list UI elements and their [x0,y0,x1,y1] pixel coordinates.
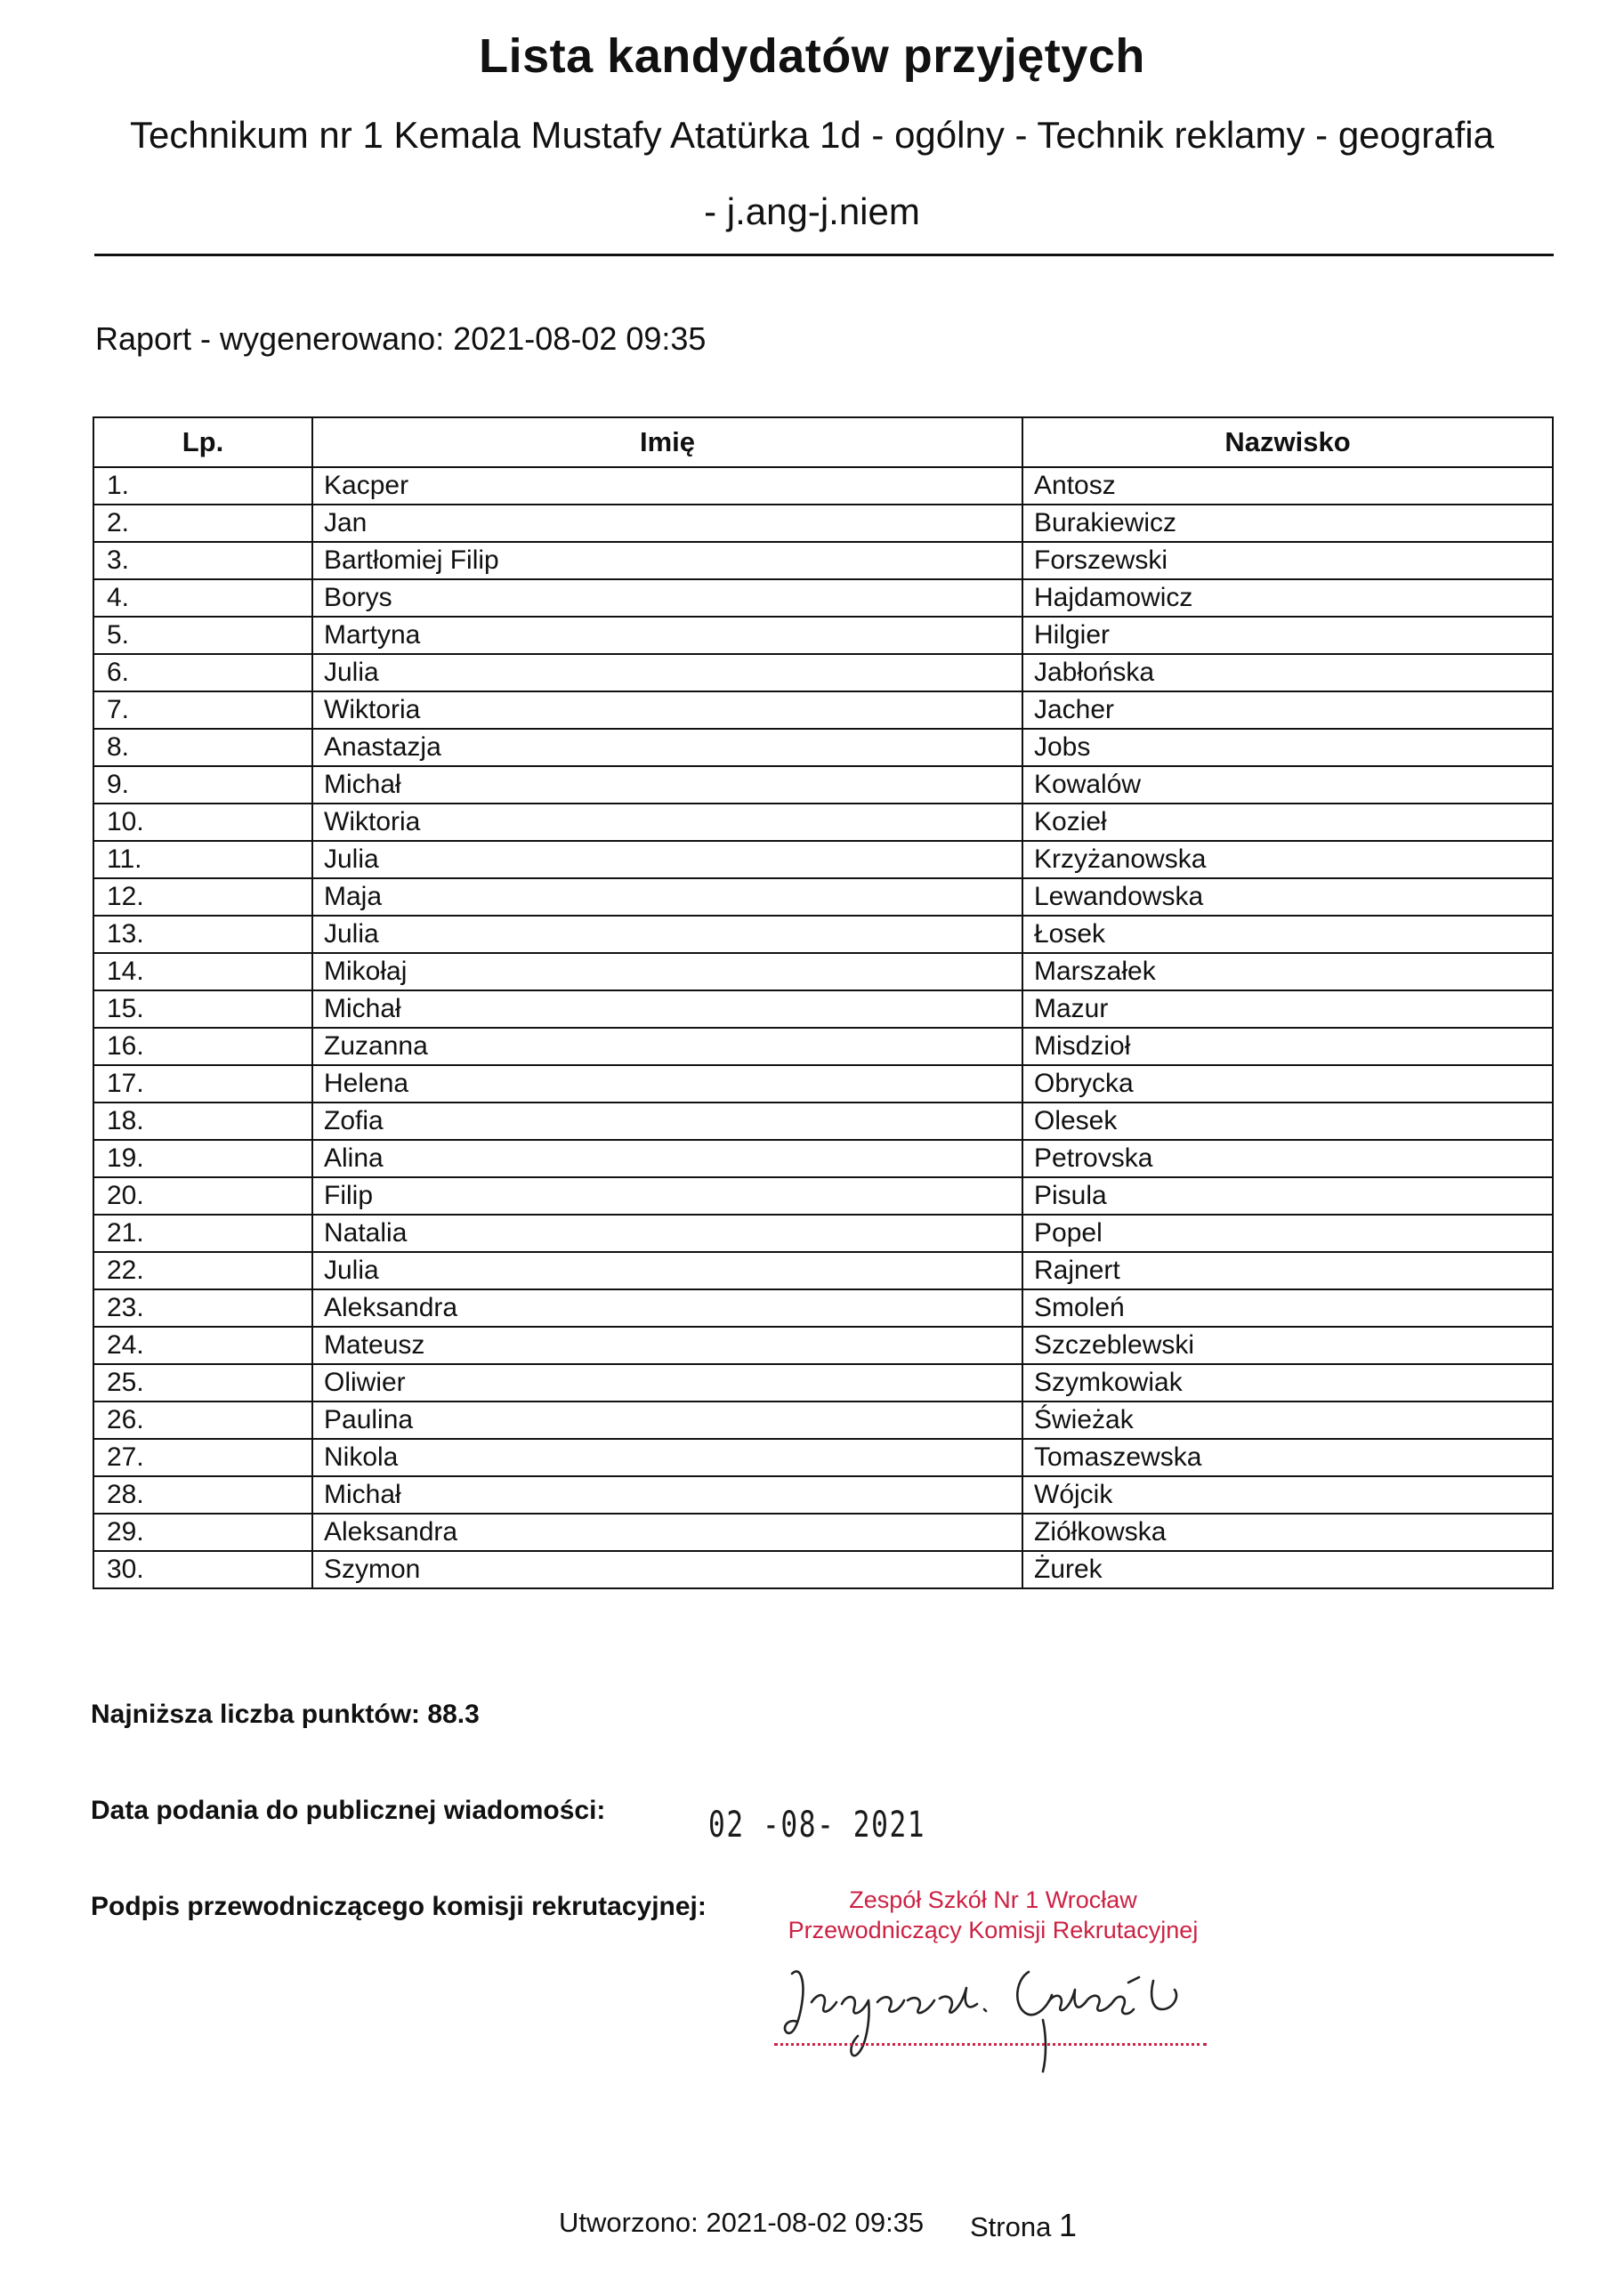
last-name: Antosz [1022,467,1553,505]
row-number: 23. [93,1289,312,1327]
row-number: 13. [93,916,312,953]
row-number: 25. [93,1364,312,1402]
row-number: 10. [93,804,312,841]
last-name: Burakiewicz [1022,505,1553,542]
row-number: 28. [93,1476,312,1514]
row-number: 20. [93,1177,312,1215]
last-name: Ziółkowska [1022,1514,1553,1551]
row-number: 4. [93,579,312,617]
first-name: Julia [312,916,1022,953]
last-name: Jacher [1022,691,1553,729]
row-number: 29. [93,1514,312,1551]
table-row [93,1103,1553,1140]
table-header-row [93,417,1553,467]
last-name: Świeżak [1022,1402,1553,1439]
row-number: 5. [93,617,312,654]
table-row [93,579,1553,617]
table-row [93,1514,1553,1551]
first-name: Helena [312,1065,1022,1103]
table-row [93,729,1553,766]
first-name: Aleksandra [312,1289,1022,1327]
last-name: Lewandowska [1022,878,1553,916]
last-name: Hilgier [1022,617,1553,654]
header-divider [94,254,1554,256]
table-row [93,654,1553,691]
last-name: Żurek [1022,1551,1553,1588]
first-name: Martyna [312,617,1022,654]
row-number: 11. [93,841,312,878]
first-name: Oliwier [312,1364,1022,1402]
row-number: 14. [93,953,312,990]
first-name: Julia [312,1252,1022,1289]
row-number: 27. [93,1439,312,1476]
first-name: Mikołaj [312,953,1022,990]
first-name: Mateusz [312,1327,1022,1364]
last-name: Hajdamowicz [1022,579,1553,617]
last-name: Pisula [1022,1177,1553,1215]
row-number: 1. [93,467,312,505]
stamp-role-line: Przewodniczący Komisji Rekrutacyjnej [788,1917,1199,1943]
last-name: Szczeblewski [1022,1327,1553,1364]
last-name: Krzyżanowska [1022,841,1553,878]
table-row [93,1402,1553,1439]
row-number: 21. [93,1215,312,1252]
footer-page [970,2207,1077,2244]
table-row [93,804,1553,841]
page-number: 1 [1058,2207,1077,2243]
first-name: Zuzanna [312,1028,1022,1065]
first-name: Michał [312,990,1022,1028]
first-name: Julia [312,654,1022,691]
first-name: Michał [312,1476,1022,1514]
last-name: Tomaszewska [1022,1439,1553,1476]
stamp-school-line: Zespół Szkół Nr 1 Wrocław [849,1886,1137,1913]
row-number: 24. [93,1327,312,1364]
last-name: Rajnert [1022,1252,1553,1289]
page-label: Strona [970,2211,1052,2242]
last-name: Obrycka [1022,1065,1553,1103]
first-name: Zofia [312,1103,1022,1140]
document-title: Lista kandydatów przyjętych [479,29,1145,83]
table-row [93,691,1553,729]
header-first-name: Imię [312,417,1022,467]
first-name: Wiktoria [312,804,1022,841]
row-number: 17. [93,1065,312,1103]
first-name: Bartłomiej Filip [312,542,1022,579]
row-number: 3. [93,542,312,579]
table-row [93,1551,1553,1588]
table-row [93,1028,1553,1065]
table-row [93,1289,1553,1327]
first-name: Paulina [312,1402,1022,1439]
table-row [93,1364,1553,1402]
row-number: 7. [93,691,312,729]
table-row [93,617,1553,654]
first-name: Wiktoria [312,691,1022,729]
table-row [93,766,1553,804]
table-row [93,1065,1553,1103]
row-number: 2. [93,505,312,542]
table-row [93,1327,1553,1364]
lowest-points: Najniższa liczba punktów: 88.3 [91,1700,480,1729]
row-number: 22. [93,1252,312,1289]
candidates-table [93,416,1554,1589]
row-number: 19. [93,1140,312,1177]
last-name: Szymkowiak [1022,1364,1553,1402]
first-name: Natalia [312,1215,1022,1252]
first-name: Filip [312,1177,1022,1215]
row-number: 18. [93,1103,312,1140]
row-number: 26. [93,1402,312,1439]
handwritten-signature [765,1947,1228,2080]
table-row [93,1177,1553,1215]
first-name: Michał [312,766,1022,804]
row-number: 6. [93,654,312,691]
committee-stamp [762,1885,1224,1945]
last-name: Misdzioł [1022,1028,1553,1065]
signature-dotted-line [774,2043,1207,2046]
table-row [93,467,1553,505]
last-name: Petrovska [1022,1140,1553,1177]
chairman-signature-label: Podpis przewodniczącego komisji rekrutacyjnej: [91,1892,707,1921]
table-row [93,841,1553,878]
last-name: Jobs [1022,729,1553,766]
first-name: Borys [312,579,1022,617]
table-row [93,878,1553,916]
first-name: Jan [312,505,1022,542]
last-name: Jabłońska [1022,654,1553,691]
header-last-name: Nazwisko [1022,417,1553,467]
first-name: Anastazja [312,729,1022,766]
last-name: Wójcik [1022,1476,1553,1514]
last-name: Mazur [1022,990,1553,1028]
publication-date-label: Data podania do publicznej wiadomości: [91,1796,606,1825]
last-name: Marszałek [1022,953,1553,990]
table-row [93,1476,1553,1514]
table-row [93,1439,1553,1476]
report-generated: Raport - wygenerowano: 2021-08-02 09:35 [95,320,707,357]
first-name: Kacper [312,467,1022,505]
row-number: 9. [93,766,312,804]
handwritten-date: 02 -08- 2021 [708,1805,926,1846]
first-name: Aleksandra [312,1514,1022,1551]
first-name: Julia [312,841,1022,878]
row-number: 8. [93,729,312,766]
table-row [93,990,1553,1028]
table-row [93,1140,1553,1177]
row-number: 30. [93,1551,312,1588]
last-name: Forszewski [1022,542,1553,579]
table-row [93,1215,1553,1252]
table-row [93,916,1553,953]
last-name: Olesek [1022,1103,1553,1140]
row-number: 16. [93,1028,312,1065]
last-name: Kowalów [1022,766,1553,804]
last-name: Smoleń [1022,1289,1553,1327]
first-name: Nikola [312,1439,1022,1476]
last-name: Kozieł [1022,804,1553,841]
header-lp: Lp. [93,417,312,467]
first-name: Szymon [312,1551,1022,1588]
table-row [93,505,1553,542]
footer-created: Utworzono: 2021-08-02 09:35 [559,2207,925,2238]
last-name: Łosek [1022,916,1553,953]
table-row [93,1252,1553,1289]
table-row [93,953,1553,990]
table-row [93,542,1553,579]
row-number: 15. [93,990,312,1028]
first-name: Alina [312,1140,1022,1177]
first-name: Maja [312,878,1022,916]
last-name: Popel [1022,1215,1553,1252]
row-number: 12. [93,878,312,916]
languages-line: - j.ang-j.niem [704,190,920,232]
school-class-line: Technikum nr 1 Kemala Mustafy Atatürka 1d - ogólny - Technik reklamy - geografia [130,114,1494,156]
